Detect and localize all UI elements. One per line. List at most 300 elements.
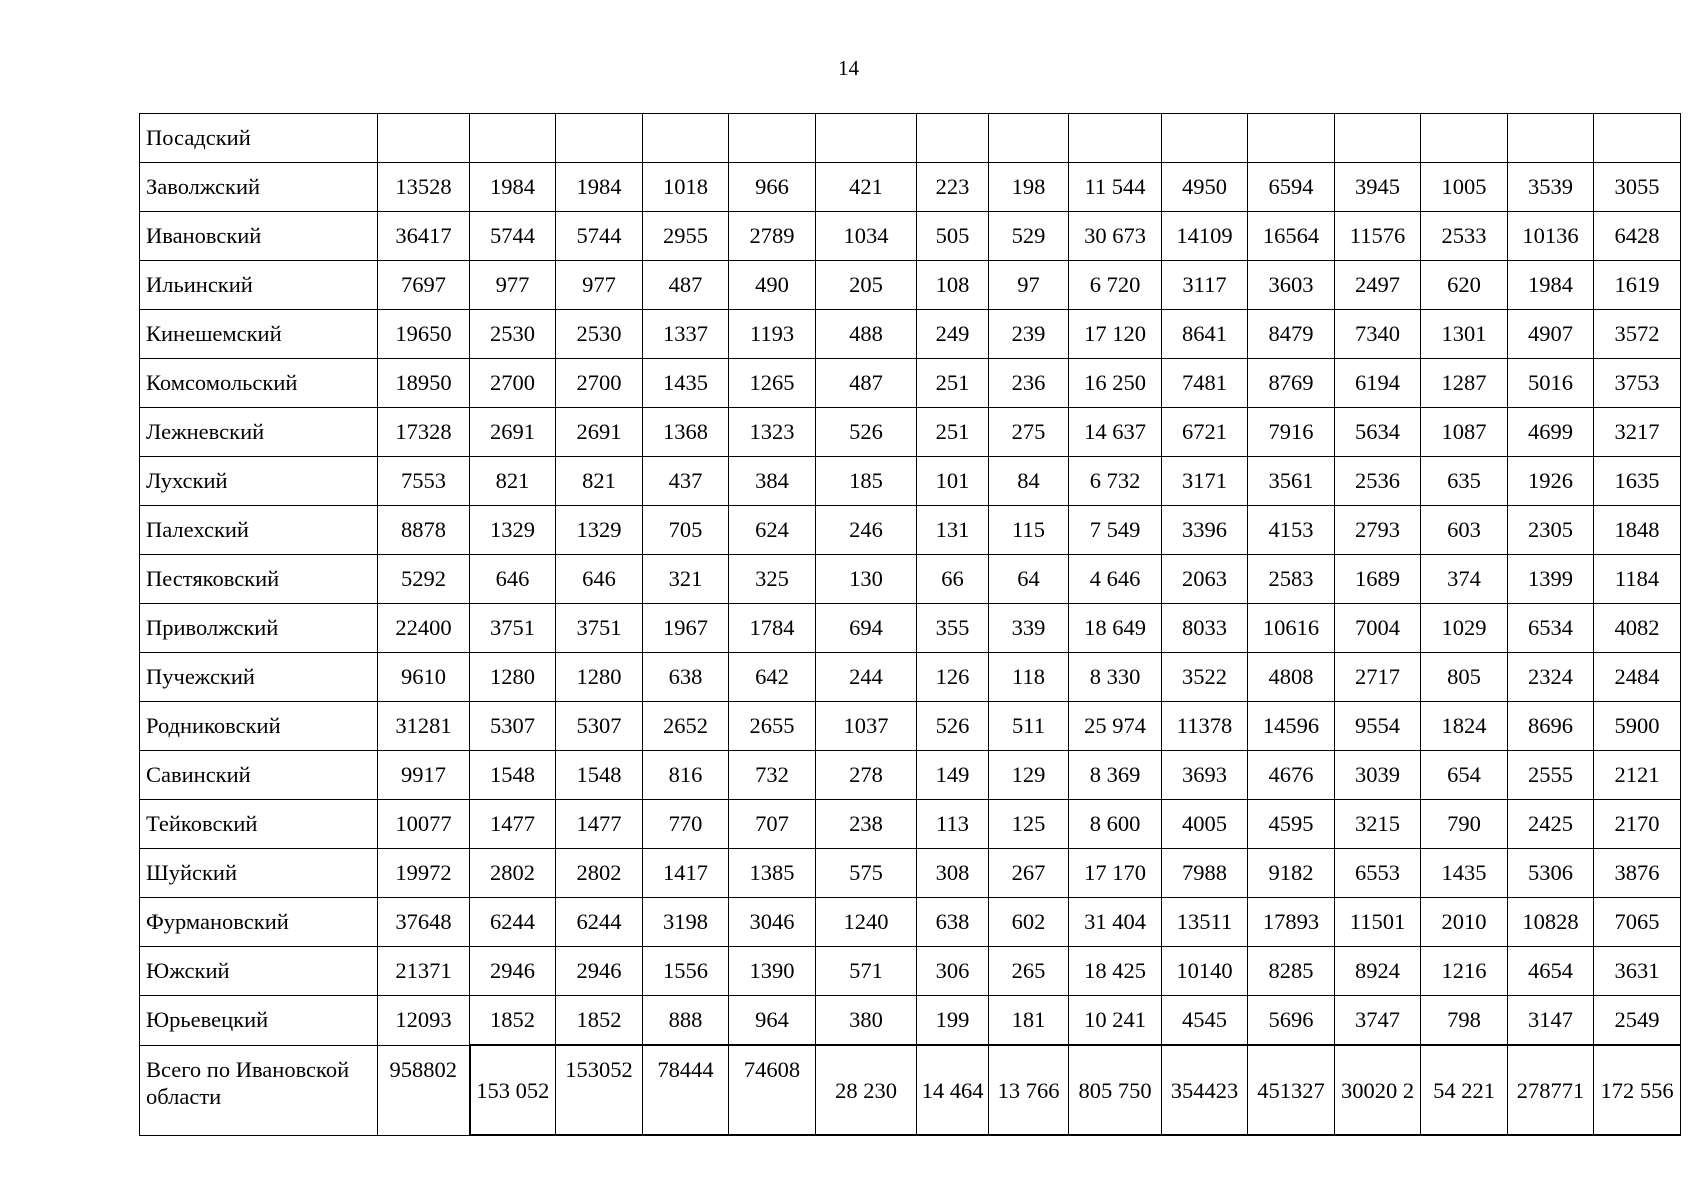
- table-row: [140, 604, 1681, 653]
- table-row: [140, 457, 1681, 506]
- value-cell: 1852: [470, 996, 556, 1046]
- value-cell: 1390: [729, 947, 816, 996]
- value-cell: 4950: [1162, 163, 1248, 212]
- table-row: [140, 359, 1681, 408]
- district-name-cell: Фурмановский: [140, 898, 378, 947]
- table-row: [140, 163, 1681, 212]
- value-cell: 2955: [643, 212, 729, 261]
- district-data-table: [139, 113, 1681, 1136]
- value-cell: [643, 114, 729, 163]
- value-cell: 36417: [378, 212, 470, 261]
- value-cell: 3046: [729, 898, 816, 947]
- table-row: [140, 800, 1681, 849]
- value-cell: 37648: [378, 898, 470, 947]
- total-value-cell: 278771: [1508, 1045, 1594, 1135]
- value-cell: 10828: [1508, 898, 1594, 947]
- page-number-text: 14: [838, 56, 859, 80]
- value-cell: 339: [989, 604, 1069, 653]
- value-cell: 2425: [1508, 800, 1594, 849]
- value-cell: 17 120: [1069, 310, 1162, 359]
- value-cell: 251: [917, 359, 989, 408]
- value-cell: 30 673: [1069, 212, 1162, 261]
- value-cell: 1477: [556, 800, 643, 849]
- value-cell: 7340: [1335, 310, 1421, 359]
- value-cell: 964: [729, 996, 816, 1046]
- value-cell: 602: [989, 898, 1069, 947]
- value-cell: 511: [989, 702, 1069, 751]
- total-row: [140, 1045, 1681, 1135]
- value-cell: 977: [470, 261, 556, 310]
- value-cell: 17 170: [1069, 849, 1162, 898]
- value-cell: 1385: [729, 849, 816, 898]
- value-cell: 306: [917, 947, 989, 996]
- value-cell: 2793: [1335, 506, 1421, 555]
- value-cell: 6428: [1594, 212, 1681, 261]
- value-cell: 7988: [1162, 849, 1248, 898]
- value-cell: 3396: [1162, 506, 1248, 555]
- value-cell: 1184: [1594, 555, 1681, 604]
- value-cell: 5306: [1508, 849, 1594, 898]
- value-cell: [1248, 114, 1335, 163]
- value-cell: 2324: [1508, 653, 1594, 702]
- value-cell: 5744: [470, 212, 556, 261]
- value-cell: 8479: [1248, 310, 1335, 359]
- value-cell: 64: [989, 555, 1069, 604]
- value-cell: 1029: [1421, 604, 1508, 653]
- value-cell: 3171: [1162, 457, 1248, 506]
- value-cell: 5016: [1508, 359, 1594, 408]
- value-cell: 2802: [470, 849, 556, 898]
- value-cell: 108: [917, 261, 989, 310]
- value-cell: 13528: [378, 163, 470, 212]
- table-row: [140, 555, 1681, 604]
- value-cell: 487: [643, 261, 729, 310]
- table-row: [140, 114, 1681, 163]
- table-row: [140, 996, 1681, 1046]
- value-cell: 1037: [816, 702, 917, 751]
- value-cell: 8641: [1162, 310, 1248, 359]
- page-number: [0, 56, 1697, 81]
- value-cell: 7065: [1594, 898, 1681, 947]
- value-cell: 1329: [470, 506, 556, 555]
- value-cell: 10616: [1248, 604, 1335, 653]
- total-value-cell: 28 230: [816, 1045, 917, 1135]
- value-cell: 1193: [729, 310, 816, 359]
- district-name-cell: Приволжский: [140, 604, 378, 653]
- value-cell: 1926: [1508, 457, 1594, 506]
- value-cell: 325: [729, 555, 816, 604]
- value-cell: 16 250: [1069, 359, 1162, 408]
- value-cell: 4808: [1248, 653, 1335, 702]
- value-cell: 7 549: [1069, 506, 1162, 555]
- value-cell: 97: [989, 261, 1069, 310]
- value-cell: 821: [556, 457, 643, 506]
- table-row: [140, 261, 1681, 310]
- value-cell: 1005: [1421, 163, 1508, 212]
- value-cell: 635: [1421, 457, 1508, 506]
- value-cell: 236: [989, 359, 1069, 408]
- total-value-cell: 153 052: [470, 1045, 556, 1135]
- value-cell: 3945: [1335, 163, 1421, 212]
- value-cell: 2010: [1421, 898, 1508, 947]
- value-cell: 2555: [1508, 751, 1594, 800]
- value-cell: 9917: [378, 751, 470, 800]
- value-cell: 2802: [556, 849, 643, 898]
- value-cell: 1216: [1421, 947, 1508, 996]
- value-cell: 17328: [378, 408, 470, 457]
- value-cell: 694: [816, 604, 917, 653]
- value-cell: 10077: [378, 800, 470, 849]
- value-cell: 1784: [729, 604, 816, 653]
- district-name-cell: Пучежский: [140, 653, 378, 702]
- value-cell: 8878: [378, 506, 470, 555]
- value-cell: 707: [729, 800, 816, 849]
- value-cell: 1435: [1421, 849, 1508, 898]
- value-cell: 6 720: [1069, 261, 1162, 310]
- value-cell: 1034: [816, 212, 917, 261]
- value-cell: 526: [917, 702, 989, 751]
- total-value-cell: 30020 2: [1335, 1045, 1421, 1135]
- district-name-cell: Савинский: [140, 751, 378, 800]
- value-cell: 308: [917, 849, 989, 898]
- value-cell: 3522: [1162, 653, 1248, 702]
- value-cell: 2789: [729, 212, 816, 261]
- total-value-cell: 74608: [729, 1045, 816, 1135]
- value-cell: 14109: [1162, 212, 1248, 261]
- value-cell: [1594, 114, 1681, 163]
- value-cell: 620: [1421, 261, 1508, 310]
- value-cell: 6553: [1335, 849, 1421, 898]
- value-cell: 437: [643, 457, 729, 506]
- value-cell: 5307: [470, 702, 556, 751]
- value-cell: 101: [917, 457, 989, 506]
- value-cell: 1548: [470, 751, 556, 800]
- value-cell: 1087: [1421, 408, 1508, 457]
- value-cell: 487: [816, 359, 917, 408]
- value-cell: 84: [989, 457, 1069, 506]
- value-cell: 1399: [1508, 555, 1594, 604]
- value-cell: 2536: [1335, 457, 1421, 506]
- value-cell: 3117: [1162, 261, 1248, 310]
- total-value-cell: 354423: [1162, 1045, 1248, 1135]
- value-cell: 888: [643, 996, 729, 1046]
- value-cell: 3055: [1594, 163, 1681, 212]
- value-cell: 10140: [1162, 947, 1248, 996]
- value-cell: 2530: [470, 310, 556, 359]
- value-cell: 14 637: [1069, 408, 1162, 457]
- value-cell: 770: [643, 800, 729, 849]
- value-cell: 8769: [1248, 359, 1335, 408]
- value-cell: 21371: [378, 947, 470, 996]
- value-cell: 8 330: [1069, 653, 1162, 702]
- value-cell: 3751: [556, 604, 643, 653]
- value-cell: 5292: [378, 555, 470, 604]
- value-cell: 1323: [729, 408, 816, 457]
- value-cell: 2691: [556, 408, 643, 457]
- value-cell: 638: [643, 653, 729, 702]
- value-cell: [1162, 114, 1248, 163]
- value-cell: 5634: [1335, 408, 1421, 457]
- value-cell: 1265: [729, 359, 816, 408]
- value-cell: 505: [917, 212, 989, 261]
- total-value-cell: 14 464: [917, 1045, 989, 1135]
- value-cell: 8285: [1248, 947, 1335, 996]
- value-cell: 10136: [1508, 212, 1594, 261]
- value-cell: 66: [917, 555, 989, 604]
- value-cell: 115: [989, 506, 1069, 555]
- total-value-cell: 54 221: [1421, 1045, 1508, 1135]
- value-cell: 646: [470, 555, 556, 604]
- value-cell: 1984: [470, 163, 556, 212]
- value-cell: 8 369: [1069, 751, 1162, 800]
- value-cell: 10 241: [1069, 996, 1162, 1046]
- value-cell: 654: [1421, 751, 1508, 800]
- value-cell: 3147: [1508, 996, 1594, 1046]
- value-cell: 4545: [1162, 996, 1248, 1046]
- value-cell: 798: [1421, 996, 1508, 1046]
- value-cell: 3217: [1594, 408, 1681, 457]
- value-cell: 125: [989, 800, 1069, 849]
- value-cell: 2497: [1335, 261, 1421, 310]
- value-cell: 977: [556, 261, 643, 310]
- value-cell: 18 425: [1069, 947, 1162, 996]
- district-name-cell: Лежневский: [140, 408, 378, 457]
- value-cell: 6 732: [1069, 457, 1162, 506]
- value-cell: [556, 114, 643, 163]
- value-cell: 421: [816, 163, 917, 212]
- table-row: [140, 947, 1681, 996]
- value-cell: 2484: [1594, 653, 1681, 702]
- value-cell: 1417: [643, 849, 729, 898]
- value-cell: 239: [989, 310, 1069, 359]
- value-cell: [729, 114, 816, 163]
- total-value-cell: 451327: [1248, 1045, 1335, 1135]
- value-cell: [1421, 114, 1508, 163]
- value-cell: 2063: [1162, 555, 1248, 604]
- value-cell: 1824: [1421, 702, 1508, 751]
- value-cell: 1280: [556, 653, 643, 702]
- value-cell: 11 544: [1069, 163, 1162, 212]
- value-cell: 3753: [1594, 359, 1681, 408]
- value-cell: 205: [816, 261, 917, 310]
- value-cell: 275: [989, 408, 1069, 457]
- value-cell: 3603: [1248, 261, 1335, 310]
- total-label-cell: Всего по Ивановской области: [140, 1045, 378, 1135]
- value-cell: 1435: [643, 359, 729, 408]
- value-cell: 3876: [1594, 849, 1681, 898]
- value-cell: 131: [917, 506, 989, 555]
- value-cell: 2530: [556, 310, 643, 359]
- value-cell: 6194: [1335, 359, 1421, 408]
- value-cell: 2691: [470, 408, 556, 457]
- value-cell: 4654: [1508, 947, 1594, 996]
- value-cell: 642: [729, 653, 816, 702]
- value-cell: 8 600: [1069, 800, 1162, 849]
- value-cell: [378, 114, 470, 163]
- value-cell: 118: [989, 653, 1069, 702]
- value-cell: 7697: [378, 261, 470, 310]
- total-value-cell: 78444: [643, 1045, 729, 1135]
- value-cell: 1689: [1335, 555, 1421, 604]
- value-cell: 571: [816, 947, 917, 996]
- value-cell: 31281: [378, 702, 470, 751]
- district-name-cell: Шуйский: [140, 849, 378, 898]
- value-cell: 185: [816, 457, 917, 506]
- value-cell: 3747: [1335, 996, 1421, 1046]
- value-cell: 8033: [1162, 604, 1248, 653]
- value-cell: 380: [816, 996, 917, 1046]
- value-cell: 646: [556, 555, 643, 604]
- value-cell: 6721: [1162, 408, 1248, 457]
- value-cell: 31 404: [1069, 898, 1162, 947]
- value-cell: 1556: [643, 947, 729, 996]
- value-cell: 198: [989, 163, 1069, 212]
- value-cell: 265: [989, 947, 1069, 996]
- value-cell: 321: [643, 555, 729, 604]
- value-cell: 8696: [1508, 702, 1594, 751]
- value-cell: 16564: [1248, 212, 1335, 261]
- value-cell: 529: [989, 212, 1069, 261]
- value-cell: 25 974: [1069, 702, 1162, 751]
- district-name-cell: Комсомольский: [140, 359, 378, 408]
- value-cell: 4005: [1162, 800, 1248, 849]
- value-cell: 2717: [1335, 653, 1421, 702]
- district-name-cell: Кинешемский: [140, 310, 378, 359]
- value-cell: 490: [729, 261, 816, 310]
- district-name-cell: Палехский: [140, 506, 378, 555]
- value-cell: 2533: [1421, 212, 1508, 261]
- value-cell: 821: [470, 457, 556, 506]
- value-cell: [1508, 114, 1594, 163]
- value-cell: 5900: [1594, 702, 1681, 751]
- value-cell: 2655: [729, 702, 816, 751]
- value-cell: 4676: [1248, 751, 1335, 800]
- value-cell: 13511: [1162, 898, 1248, 947]
- table-row: [140, 751, 1681, 800]
- value-cell: 603: [1421, 506, 1508, 555]
- district-name-cell: Тейковский: [140, 800, 378, 849]
- value-cell: 2700: [470, 359, 556, 408]
- table-row: [140, 898, 1681, 947]
- value-cell: 1240: [816, 898, 917, 947]
- value-cell: 7004: [1335, 604, 1421, 653]
- value-cell: 1848: [1594, 506, 1681, 555]
- value-cell: 1368: [643, 408, 729, 457]
- value-cell: 488: [816, 310, 917, 359]
- value-cell: 2121: [1594, 751, 1681, 800]
- value-cell: 3751: [470, 604, 556, 653]
- value-cell: 9182: [1248, 849, 1335, 898]
- value-cell: 1967: [643, 604, 729, 653]
- value-cell: 3539: [1508, 163, 1594, 212]
- value-cell: 238: [816, 800, 917, 849]
- value-cell: 6244: [470, 898, 556, 947]
- value-cell: [470, 114, 556, 163]
- table-row: [140, 849, 1681, 898]
- value-cell: 4153: [1248, 506, 1335, 555]
- table-row: [140, 212, 1681, 261]
- value-cell: 251: [917, 408, 989, 457]
- value-cell: 2652: [643, 702, 729, 751]
- value-cell: 3572: [1594, 310, 1681, 359]
- value-cell: 149: [917, 751, 989, 800]
- table-row: [140, 408, 1681, 457]
- value-cell: 2170: [1594, 800, 1681, 849]
- value-cell: 790: [1421, 800, 1508, 849]
- value-cell: 129: [989, 751, 1069, 800]
- table-row: [140, 702, 1681, 751]
- value-cell: 11576: [1335, 212, 1421, 261]
- total-value-cell: 172 556: [1594, 1045, 1681, 1135]
- value-cell: 22400: [378, 604, 470, 653]
- total-value-cell: 958802: [378, 1045, 470, 1135]
- value-cell: 7553: [378, 457, 470, 506]
- value-cell: 130: [816, 555, 917, 604]
- district-name-cell: Юрьевецкий: [140, 996, 378, 1046]
- value-cell: 1280: [470, 653, 556, 702]
- value-cell: 2549: [1594, 996, 1681, 1046]
- value-cell: 278: [816, 751, 917, 800]
- value-cell: 1337: [643, 310, 729, 359]
- value-cell: 2700: [556, 359, 643, 408]
- value-cell: 126: [917, 653, 989, 702]
- value-cell: 17893: [1248, 898, 1335, 947]
- total-value-cell: 13 766: [989, 1045, 1069, 1135]
- value-cell: 246: [816, 506, 917, 555]
- district-name-cell: Посадский: [140, 114, 378, 163]
- table-row: [140, 506, 1681, 555]
- value-cell: 5307: [556, 702, 643, 751]
- value-cell: 732: [729, 751, 816, 800]
- value-cell: 624: [729, 506, 816, 555]
- district-name-cell: Южский: [140, 947, 378, 996]
- value-cell: 4699: [1508, 408, 1594, 457]
- table-body: [140, 114, 1681, 1136]
- value-cell: 1018: [643, 163, 729, 212]
- value-cell: 19972: [378, 849, 470, 898]
- value-cell: [1335, 114, 1421, 163]
- value-cell: [1069, 114, 1162, 163]
- district-name-cell: Пестяковский: [140, 555, 378, 604]
- value-cell: 9554: [1335, 702, 1421, 751]
- value-cell: 6594: [1248, 163, 1335, 212]
- value-cell: 1287: [1421, 359, 1508, 408]
- value-cell: 1619: [1594, 261, 1681, 310]
- value-cell: 11378: [1162, 702, 1248, 751]
- value-cell: 5696: [1248, 996, 1335, 1046]
- value-cell: 181: [989, 996, 1069, 1046]
- value-cell: 6244: [556, 898, 643, 947]
- value-cell: [816, 114, 917, 163]
- value-cell: 705: [643, 506, 729, 555]
- value-cell: 5744: [556, 212, 643, 261]
- value-cell: 2946: [470, 947, 556, 996]
- table-row: [140, 653, 1681, 702]
- value-cell: 4082: [1594, 604, 1681, 653]
- value-cell: 18950: [378, 359, 470, 408]
- value-cell: 199: [917, 996, 989, 1046]
- value-cell: 244: [816, 653, 917, 702]
- value-cell: 3631: [1594, 947, 1681, 996]
- value-cell: 1477: [470, 800, 556, 849]
- district-name-cell: Ильинский: [140, 261, 378, 310]
- value-cell: 19650: [378, 310, 470, 359]
- value-cell: 11501: [1335, 898, 1421, 947]
- table-row: [140, 310, 1681, 359]
- value-cell: 18 649: [1069, 604, 1162, 653]
- value-cell: 966: [729, 163, 816, 212]
- value-cell: 3039: [1335, 751, 1421, 800]
